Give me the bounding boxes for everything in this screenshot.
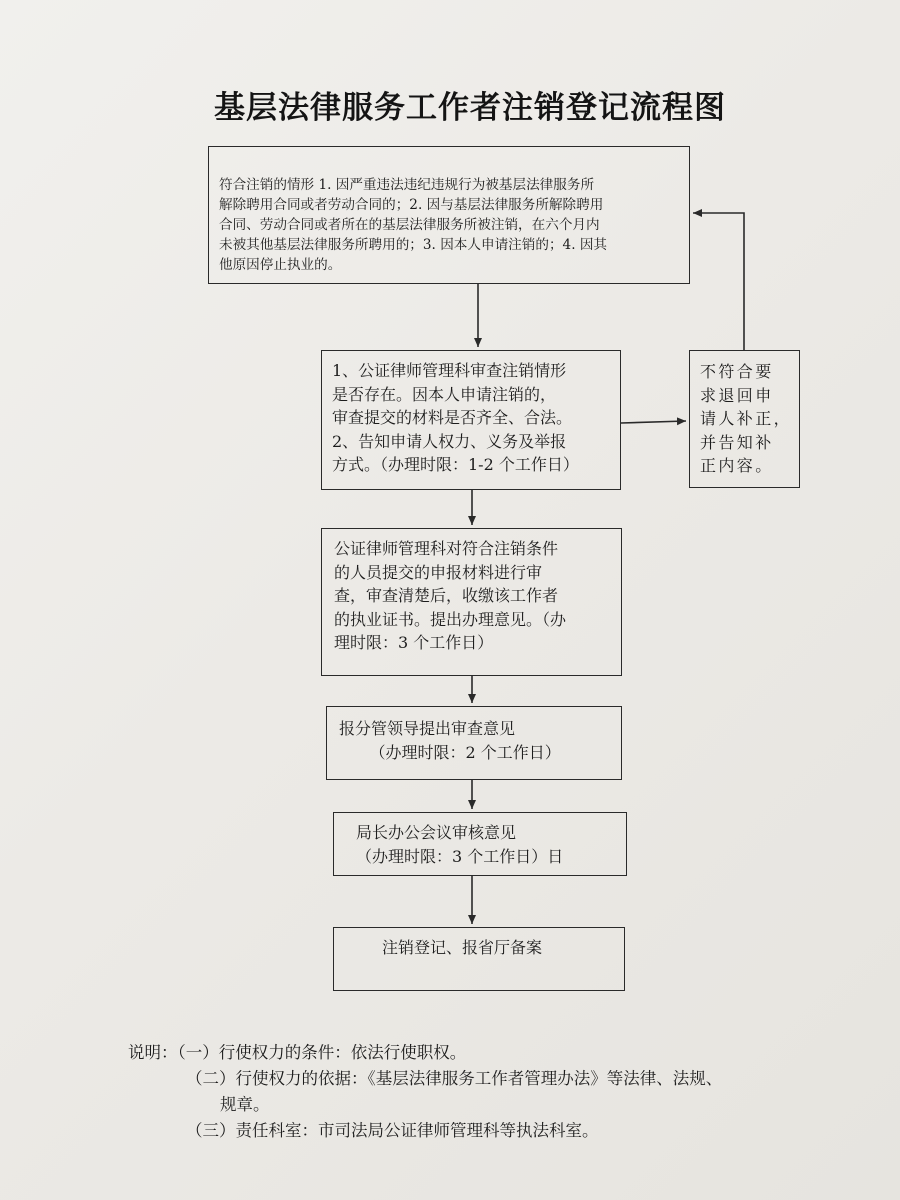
cancellation-filing-text: 注销登记、报省厅备案 [382,938,543,957]
note-basis-continued: 规章。 [220,1095,270,1114]
arrow-review-to-reject [621,421,686,423]
leader-review-text: 报分管领导提出审查意见 （办理时限：2 个工作日） [339,719,561,762]
director-meeting-text: 局长办公会议审核意见 （办理时限：3 个工作日）日 [356,823,564,866]
material-review-text: 公证律师管理科对符合注销条件 的人员提交的申报材料进行审 查，审查清楚后，收缴该工作者 的执业证书。提出办理意见。（办 理时限：3 个工作日） [334,539,567,652]
page-title: 基层法律服务工作者注销登记流程图 [214,90,726,126]
notes-section [128,1040,722,1144]
arrow-reject-back-to-conditions [693,213,744,350]
cancellation-conditions-text: 符合注销的情形 1. 因严重违法违纪违规行为被基层法律服务所 解除聘用合同或者劳动合同的；2. 因与基层法律服务所解除聘用 合同、劳动合同或者所在的基层法律服务所被注销，在六个月内 未被其他基层法律服务所聘用的；3. 因本人申请注销的；4. 因其 他原因停止执业的。 [219,177,608,273]
note-basis: （二）行使权力的依据：《基层法律服务工作者管理办法》等法律、法规、 [186,1069,723,1088]
note-condition: 说明：（一）行使权力的条件：依法行使职权。 [128,1043,467,1062]
note-responsible-office: （三）责任科室：市司法局公证律师管理科等执法科室。 [186,1121,599,1140]
reject-return-text: 不符合要 求退回申 请人补正， 并告知补 正内容。 [700,362,793,475]
review-step-text: 1、公证律师管理科审查注销情形 是否存在。因本人申请注销的， 审查提交的材料是否齐全、合法。 2、告知申请人权力、义务及举报 方式。（办理时限：1-2 个工作日） [332,361,579,474]
